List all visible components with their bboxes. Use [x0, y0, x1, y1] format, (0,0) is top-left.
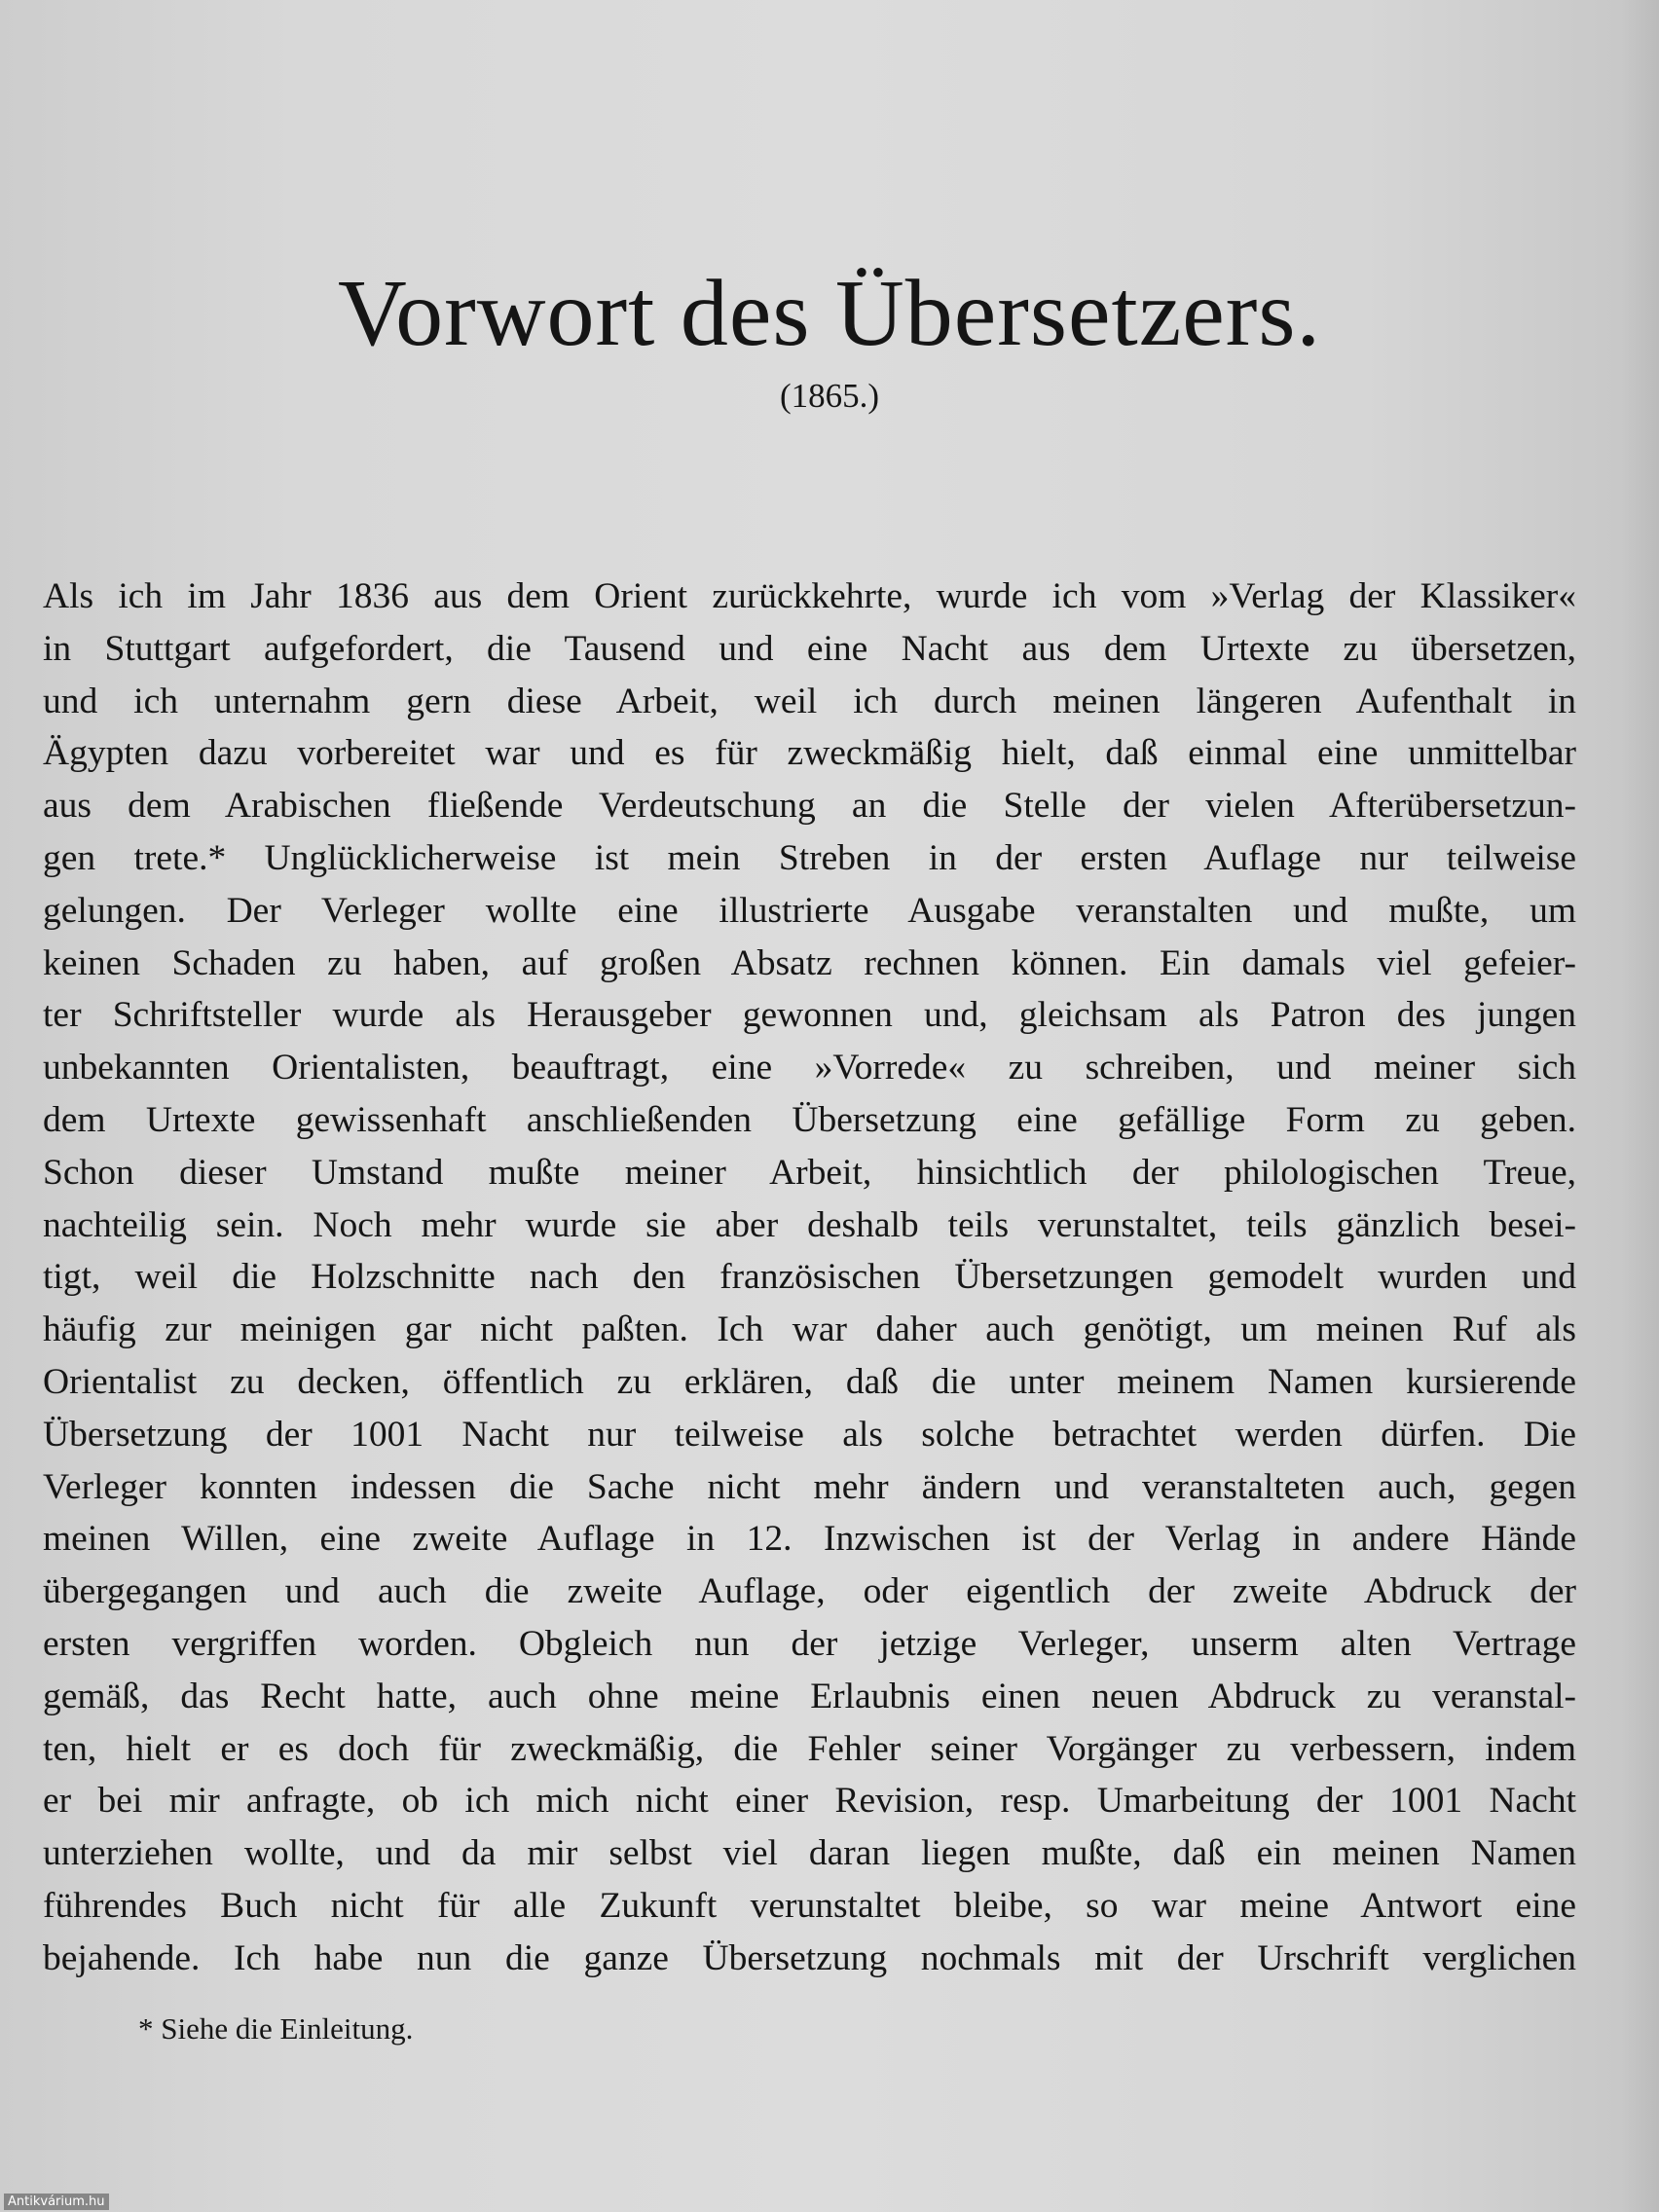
body-line: ten, hielt er es doch für zweckmäßig, die Fehler seiner Vorgänger zu verbessern, indem: [43, 1728, 1576, 1769]
body-line: und ich unternahm gern diese Arbeit, weil ich durch meinen längeren Aufenthalt in: [43, 681, 1576, 721]
body-line: ter Schriftsteller wurde als Herausgeber gewonnen und, gleichsam als Patron des jungen: [43, 995, 1576, 1036]
body-line: tigt, weil die Holzschnitte nach den französischen Übersetzungen gemodelt wurden und: [43, 1257, 1576, 1298]
body-text: [43, 571, 1576, 1985]
body-line: häufig zur meinigen gar nicht paßten. Ich war daher auch genötigt, um meinen Ruf als: [43, 1309, 1576, 1350]
watermark: Antikvárium.hu: [4, 2194, 109, 2210]
body-line: unbekannten Orientalisten, beauftragt, eine »Vorrede« zu schreiben, und meiner sich: [43, 1048, 1576, 1088]
page-year: (1865.): [779, 377, 880, 415]
body-line: Ägypten dazu vorbereitet war und es für zweckmäßig hielt, daß einmal eine unmittelbar: [43, 733, 1576, 774]
body-line: übergegangen und auch die zweite Auflage, oder eigentlich der zweite Abdruck der: [43, 1571, 1576, 1612]
body-line: Verleger konnten indessen die Sache nicht mehr ändern und veranstalteten auch, gegen: [43, 1466, 1576, 1507]
footnote: * Siehe die Einleitung.: [138, 2011, 414, 2046]
body-line: bejahende. Ich habe nun die ganze Übersetzung nochmals mit der Urschrift verglichen: [43, 1937, 1576, 1978]
page-title: Vorwort des Übersetzers.: [337, 261, 1322, 366]
body-line: nachteilig sein. Noch mehr wurde sie aber deshalb teils verunstaltet, teils gänzlich besei-: [43, 1204, 1576, 1245]
body-line: unterziehen wollte, und da mir selbst viel daran liegen mußte, daß ein meinen Namen: [43, 1833, 1576, 1874]
body-line: Als ich im Jahr 1836 aus dem Orient zurückkehrte, wurde ich vom »Verlag der Klassiker«: [43, 576, 1576, 616]
body-line: führendes Buch nicht für alle Zukunft verunstaltet bleibe, so war meine Antwort eine: [43, 1885, 1576, 1926]
body-line: dem Urtexte gewissenhaft anschließenden Übersetzung eine gefällige Form zu geben.: [43, 1099, 1576, 1140]
body-line: er bei mir anfragte, ob ich mich nicht einer Revision, resp. Umarbeitung der 1001 Nacht: [43, 1781, 1576, 1822]
body-line: aus dem Arabischen fließende Verdeutschung an die Stelle der vielen Afterübersetzun-: [43, 786, 1576, 827]
body-line: in Stuttgart aufgefordert, die Tausend und eine Nacht aus dem Urtexte zu übersetzen,: [43, 628, 1576, 669]
body-line: Schon dieser Umstand mußte meiner Arbeit, hinsichtlich der philologischen Treue,: [43, 1152, 1576, 1193]
body-line: gelungen. Der Verleger wollte eine illustrierte Ausgabe veranstalten und mußte, um: [43, 890, 1576, 931]
body-line: Übersetzung der 1001 Nacht nur teilweise als solche betrachtet werden dürfen. Die: [43, 1414, 1576, 1455]
body-line: ersten vergriffen worden. Obgleich nun der jetzige Verleger, unserm alten Vertrage: [43, 1623, 1576, 1664]
body-line: gemäß, das Recht hatte, auch ohne meine Erlaubnis einen neuen Abdruck zu veranstal-: [43, 1676, 1576, 1716]
body-line: keinen Schaden zu haben, auf großen Absatz rechnen können. Ein damals viel gefeier-: [43, 942, 1576, 983]
body-line: gen trete.* Unglücklicherweise ist mein Streben in der ersten Auflage nur teilweise: [43, 837, 1576, 878]
body-line: Orientalist zu decken, öffentlich zu erklären, daß die unter meinem Namen kursierende: [43, 1361, 1576, 1402]
body-line: meinen Willen, eine zweite Auflage in 12. Inzwischen ist der Verlag in andere Hände: [43, 1519, 1576, 1560]
